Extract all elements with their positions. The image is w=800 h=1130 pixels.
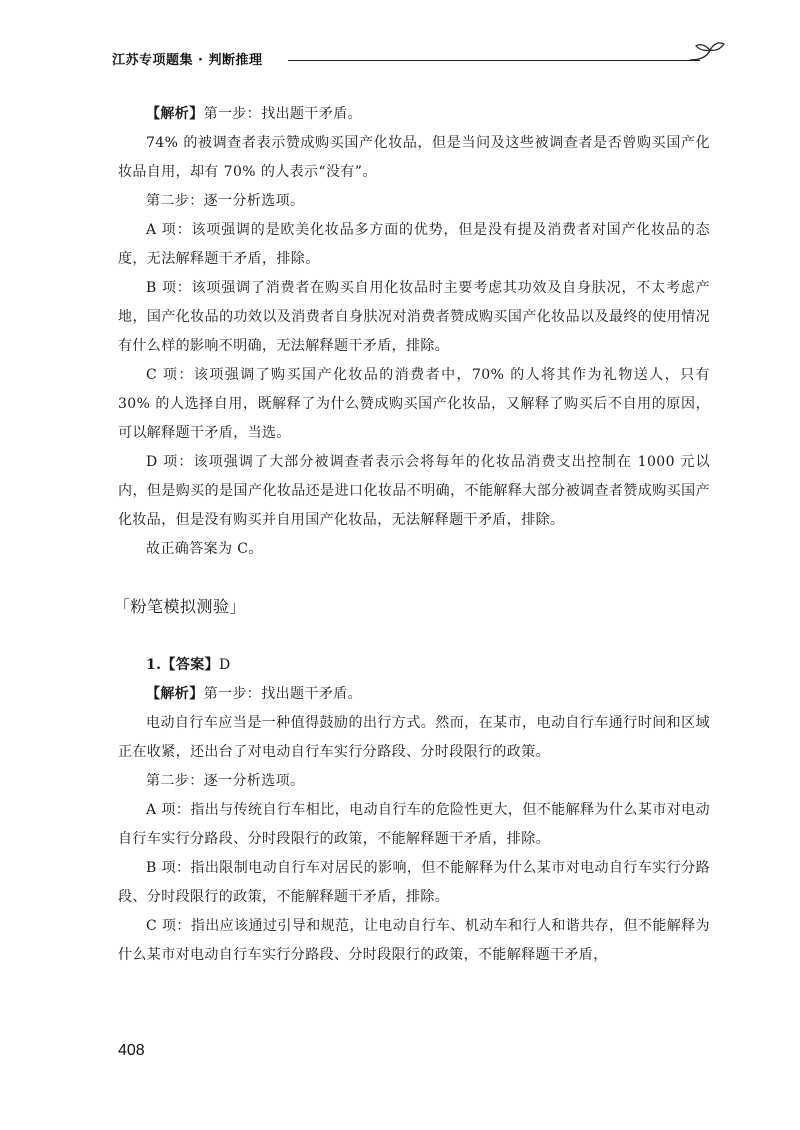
option-b-analysis: B 项：该项强调了消费者在购买自用化妆品时主要考虑其功效及自身肤况，不太考虑产地，国产化妆品的功效以及消费者自身肤况对消费者赞成购买国产化妆品以及最终的使用情况有什么样的影响不明确，无法解释题干矛盾，排除。	[118, 280, 710, 354]
option-d-analysis: D 项：该项强调了大部分被调查者表示会将每年的化妆品消费支出控制在 1000 元以内，但是购买的是国产化妆品还是进口化妆品不明确，不能解释大部分被调查者赞成购买国产化妆品，但是没有购买并自用国产化妆品，无法解释题干矛盾，排除。	[118, 454, 710, 528]
analysis-label-q1: 【解析】	[146, 686, 204, 702]
section-heading: 「粉笔模拟测验」	[114, 597, 247, 616]
analysis-step1	[118, 100, 710, 129]
answer-value: D	[219, 657, 231, 673]
option-a-analysis: A 项：该项强调的是欧美化妆品多方面的优势，但是没有提及消费者对国产化妆品的态度，无法解释题干矛盾，排除。	[118, 222, 710, 267]
option-c-analysis-q1: C 项：指出应该通过引导和规范，让电动自行车、机动车和行人和谐共存，但不能解释为什么某市对电动自行车实行分路段、分时段限行的政策，不能解释题干矛盾，	[118, 918, 710, 963]
analysis-label: 【解析】	[146, 106, 204, 122]
answer-label: 【答案】	[161, 657, 220, 673]
analysis-step1-q1	[118, 680, 710, 709]
option-b-analysis-q1: B 项：指出限制电动自行车对居民的影响，但不能解释为什么某市对电动自行车实行分路段、分时段限行的政策，不能解释题干矛盾，排除。	[118, 860, 710, 905]
analysis-step2: 第二步：逐一分析选项。	[146, 193, 305, 209]
option-c-analysis: C 项：该项强调了购买国产化妆品的消费者中，70% 的人将其作为礼物送人，只有 30% 的人选择自用，既解释了为什么赞成购买国产化妆品，又解释了购买后不自用的原因，可以解释题干矛盾，当选。	[118, 367, 710, 441]
premise-paragraph: 74% 的被调查者表示赞成购买国产化妆品，但是当问及这些被调查者是否曾购买国产化妆品自用，却有 70% 的人表示“没有”。	[118, 135, 710, 180]
step1-text-q1: 第一步：找出题干矛盾。	[203, 686, 363, 702]
page-number: 408	[118, 1042, 145, 1059]
question-answer-line	[118, 651, 710, 680]
page-content	[114, 100, 710, 970]
step1-text: 第一步：找出题干矛盾。	[203, 106, 363, 122]
header-title: 江苏专项题集 · 判断推理	[112, 53, 263, 68]
sprout-icon	[686, 38, 728, 68]
header-rule	[288, 60, 700, 61]
conclusion: 故正确答案为 C。	[146, 541, 263, 557]
page-header	[112, 44, 722, 74]
question-number: 1.	[146, 657, 162, 673]
premise-paragraph-q1: 电动自行车应当是一种值得鼓励的出行方式。然而，在某市，电动自行车通行时间和区域正在收紧，还出台了对电动自行车实行分路段、分时段限行的政策。	[118, 715, 710, 760]
analysis-step2-q1: 第二步：逐一分析选项。	[146, 773, 305, 789]
option-a-analysis-q1: A 项：指出与传统自行车相比，电动自行车的危险性更大，但不能解释为什么某市对电动自行车实行分路段、分时段限行的政策，不能解释题干矛盾，排除。	[118, 802, 710, 847]
